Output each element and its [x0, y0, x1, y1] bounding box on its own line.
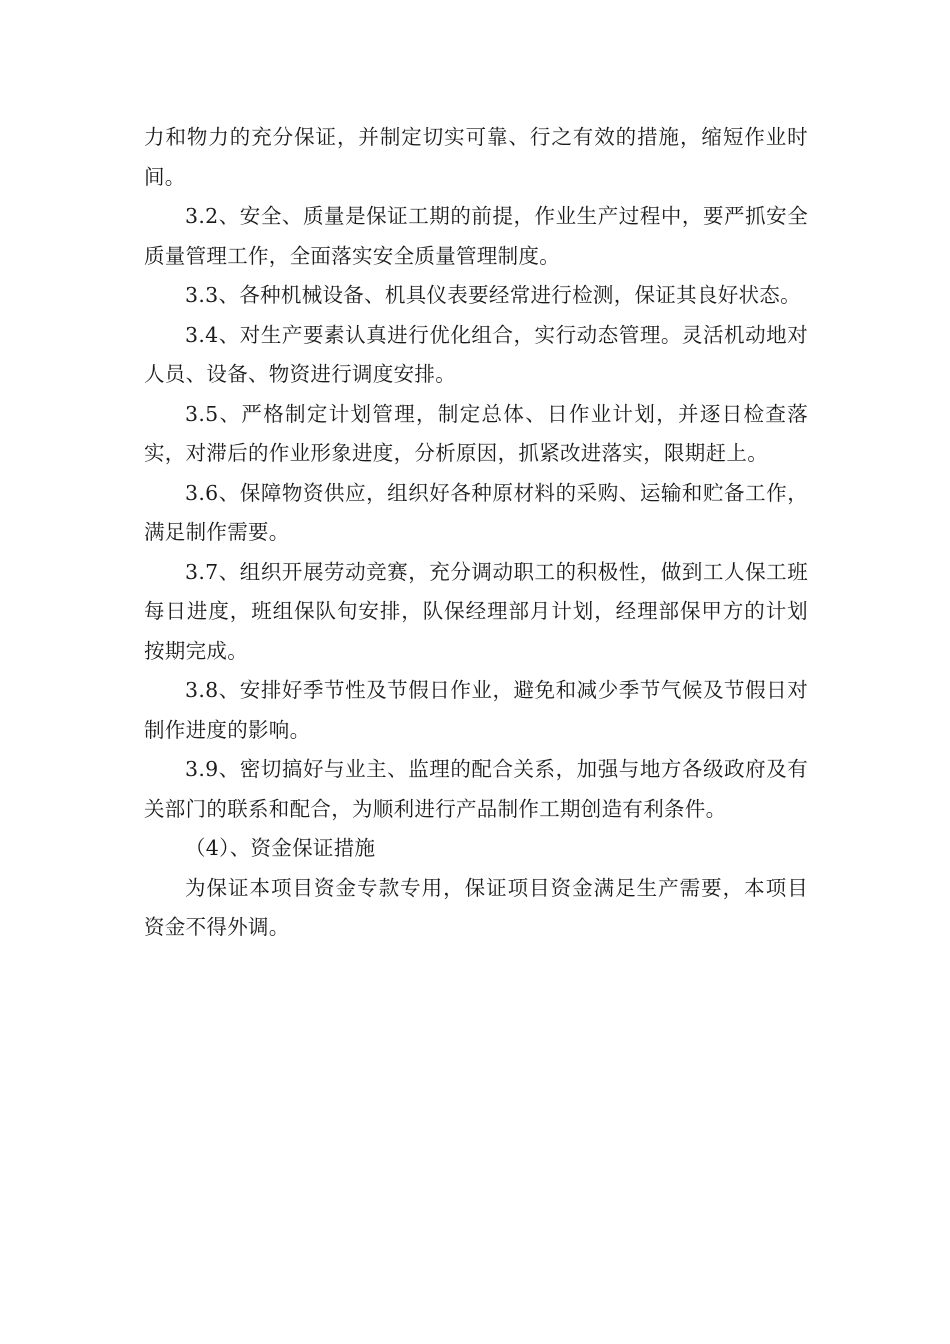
paragraph-3-4: 3.4、对生产要素认真进行优化组合，实行动态管理。灵活机动地对人员、设备、物资进行调度安排。 [144, 322, 808, 386]
paragraph-3-5: 3.5、严格制定计划管理，制定总体、日作业计划，并逐日检查落实，对滞后的作业形象进度，分析原因，抓紧改进落实，限期赶上。 [144, 401, 808, 465]
section-heading-funding: （4）、资金保证措施 [185, 836, 376, 860]
paragraph-3-7: 3.7、组织开展劳动竞赛，充分调动职工的积极性，做到工人保工班每日进度，班组保队旬安排，队保经理部月计划，经理部保甲方的计划按期完成。 [144, 559, 808, 663]
paragraph-3-2: 3.2、安全、质量是保证工期的前提，作业生产过程中，要严抓安全质量管理工作，全面落实安全质量管理制度。 [144, 204, 808, 268]
paragraph-3-3: 3.3、各种机械设备、机具仪表要经常进行检测，保证其良好状态。 [185, 283, 801, 307]
document-body [144, 118, 808, 948]
paragraph-funding: 为保证本项目资金专款专用，保证项目资金满足生产需要，本项目资金不得外调。 [144, 875, 808, 939]
paragraph-continuation: 力和物力的充分保证，并制定切实可靠、行之有效的措施，缩短作业时间。 [144, 125, 808, 189]
paragraph-3-6: 3.6、保障物资供应，组织好各种原材料的采购、运输和贮备工作，满足制作需要。 [144, 480, 808, 544]
paragraph-3-8: 3.8、安排好季节性及节假日作业，避免和减少季节气候及节假日对制作进度的影响。 [144, 678, 808, 742]
paragraph-3-9: 3.9、密切搞好与业主、监理的配合关系，加强与地方各级政府及有关部门的联系和配合，为顺利进行产品制作工期创造有利条件。 [144, 757, 808, 821]
